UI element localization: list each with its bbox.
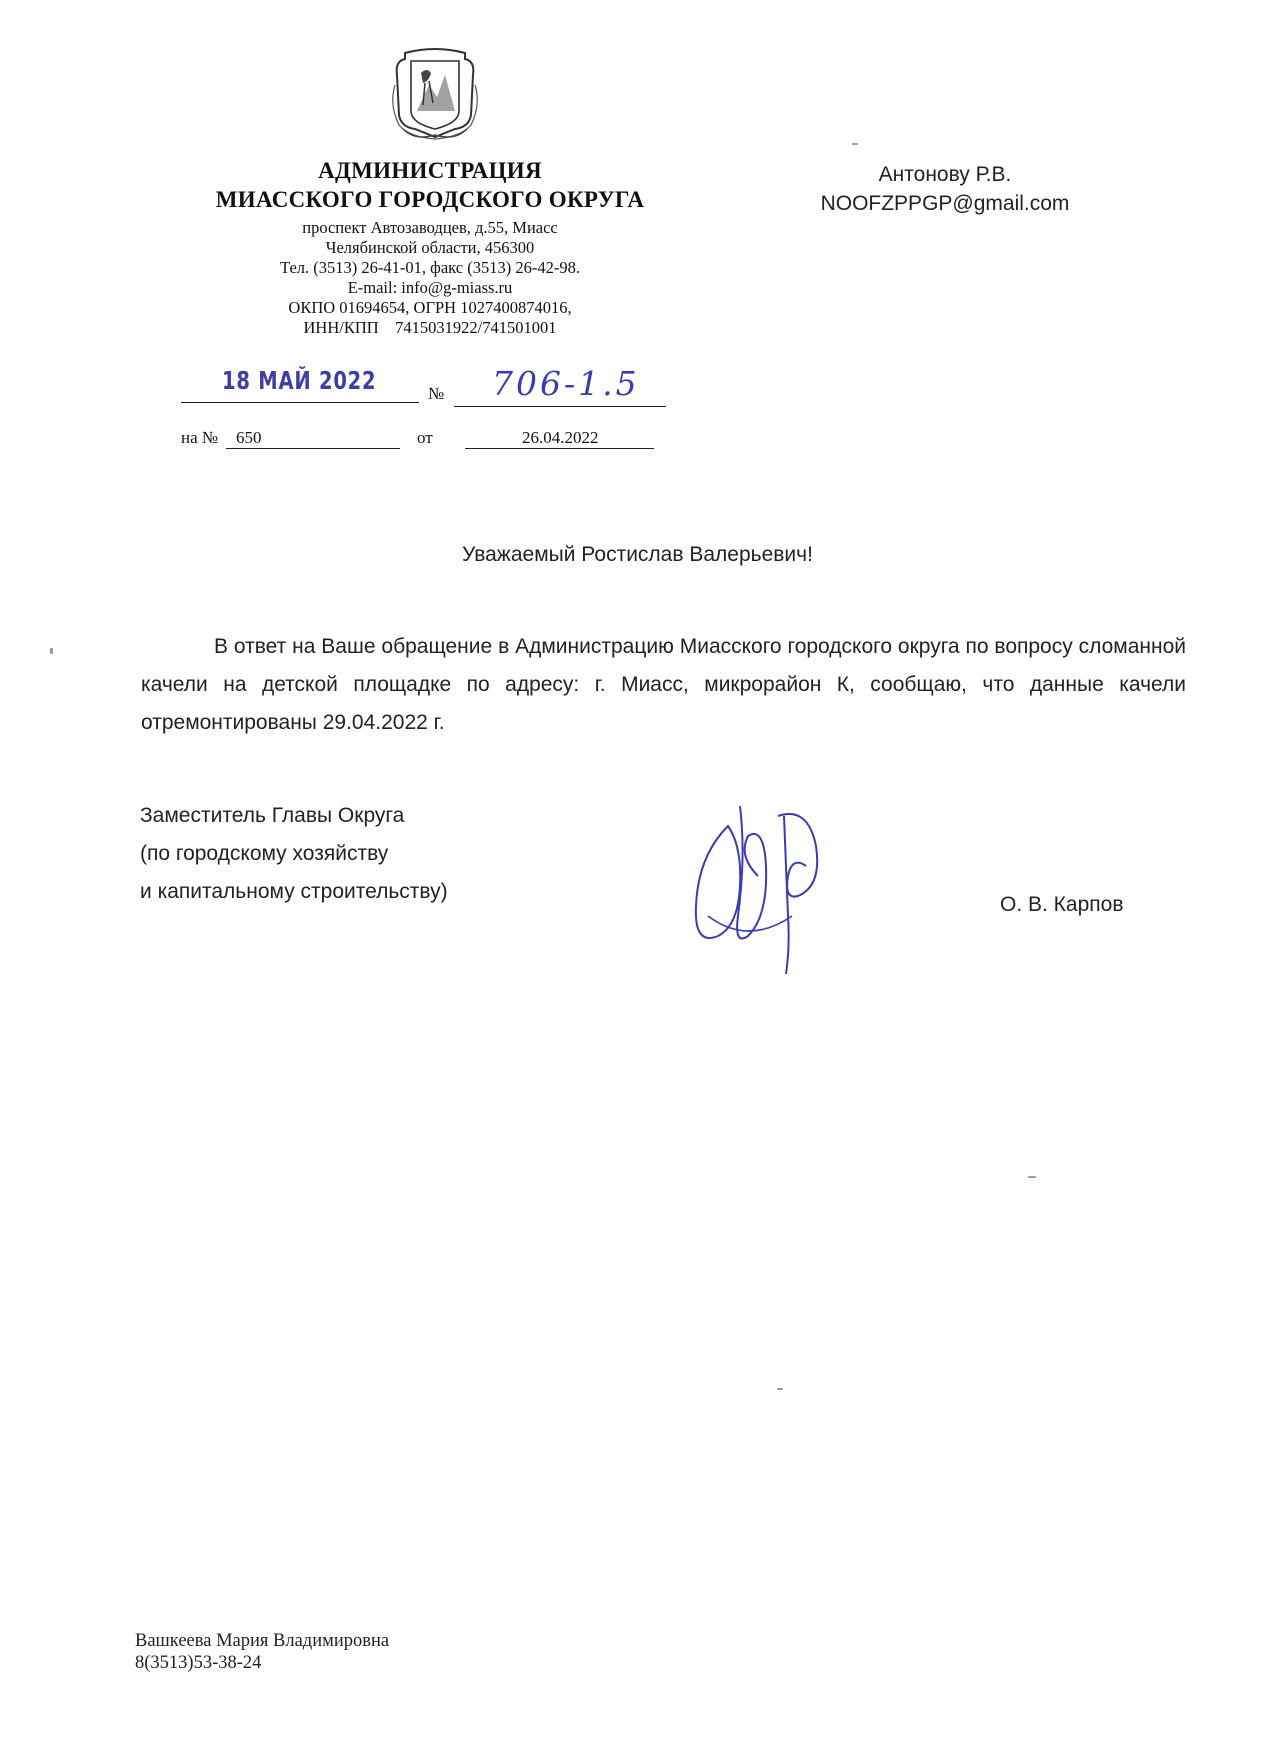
org-title-line2: МИАССКОГО ГОРОДСКОГО ОКРУГА	[215, 187, 645, 212]
number-sign: №	[428, 384, 445, 403]
okpo-line: ОКПО 01694654, ОГРН 1027400874016,	[288, 298, 572, 317]
date-underline	[181, 402, 419, 403]
address-line1: проспект Автозаводцев, д.55, Миасс	[302, 218, 558, 237]
signer-name: О. В. Карпов	[1000, 893, 1124, 916]
executor-name: Вашкеева Мария Владимировна	[135, 1631, 390, 1651]
scan-speck	[777, 1388, 783, 1390]
ref-date: 26.04.2022	[522, 428, 599, 447]
organization-header	[160, 156, 700, 338]
ref-date-underline	[465, 448, 654, 449]
addressee-email: NOOFZPPGP@gmail.com	[820, 192, 1070, 215]
inn-line: ИНН/КПП 7415031922/741501001	[303, 318, 557, 337]
salutation: Уважаемый Ростислав Валерьевич!	[462, 543, 813, 566]
addressee-block	[795, 160, 1095, 218]
date-stamp: 18 МАЙ 2022	[222, 366, 377, 395]
letter-body: В ответ на Ваше обращение в Администрацию Миасского городского округа по вопросу сломанной качели на детской площадке по адресу: г. Миасс, микрорайон К, сообщаю, что данные качели отремонтированы 29.04.2022 г.	[141, 635, 1186, 734]
ref-number-underline	[226, 448, 400, 449]
handwritten-signature-icon	[688, 796, 828, 976]
outgoing-number: 706-1.5	[492, 364, 640, 403]
addressee-name: Антонову Р.В.	[878, 163, 1012, 186]
address-line2: Челябинской области, 456300	[325, 238, 535, 257]
executor-phone: 8(3513)53-38-24	[135, 1653, 262, 1673]
email-line: E-mail: info@g-miass.ru	[347, 278, 513, 297]
executor-block	[135, 1630, 389, 1674]
position-line1: Заместитель Главы Округа	[140, 804, 405, 827]
signer-position	[140, 797, 600, 911]
ref-from-label: от	[417, 428, 433, 447]
scan-speck	[852, 143, 858, 145]
phone-line: Тел. (3513) 26-41-01, факс (3513) 26-42-98.	[280, 258, 580, 277]
org-title-line1: АДМИНИСТРАЦИЯ	[318, 158, 542, 183]
scan-speck	[50, 648, 53, 654]
scan-speck	[1028, 1176, 1036, 1178]
ref-number: 650	[236, 428, 262, 447]
position-line2: (по городскому хозяйству	[140, 842, 389, 865]
number-underline	[454, 406, 666, 407]
ref-label: на №	[181, 428, 219, 447]
position-line3: и капитальному строительству)	[140, 880, 448, 903]
coat-of-arms-icon	[385, 45, 485, 141]
